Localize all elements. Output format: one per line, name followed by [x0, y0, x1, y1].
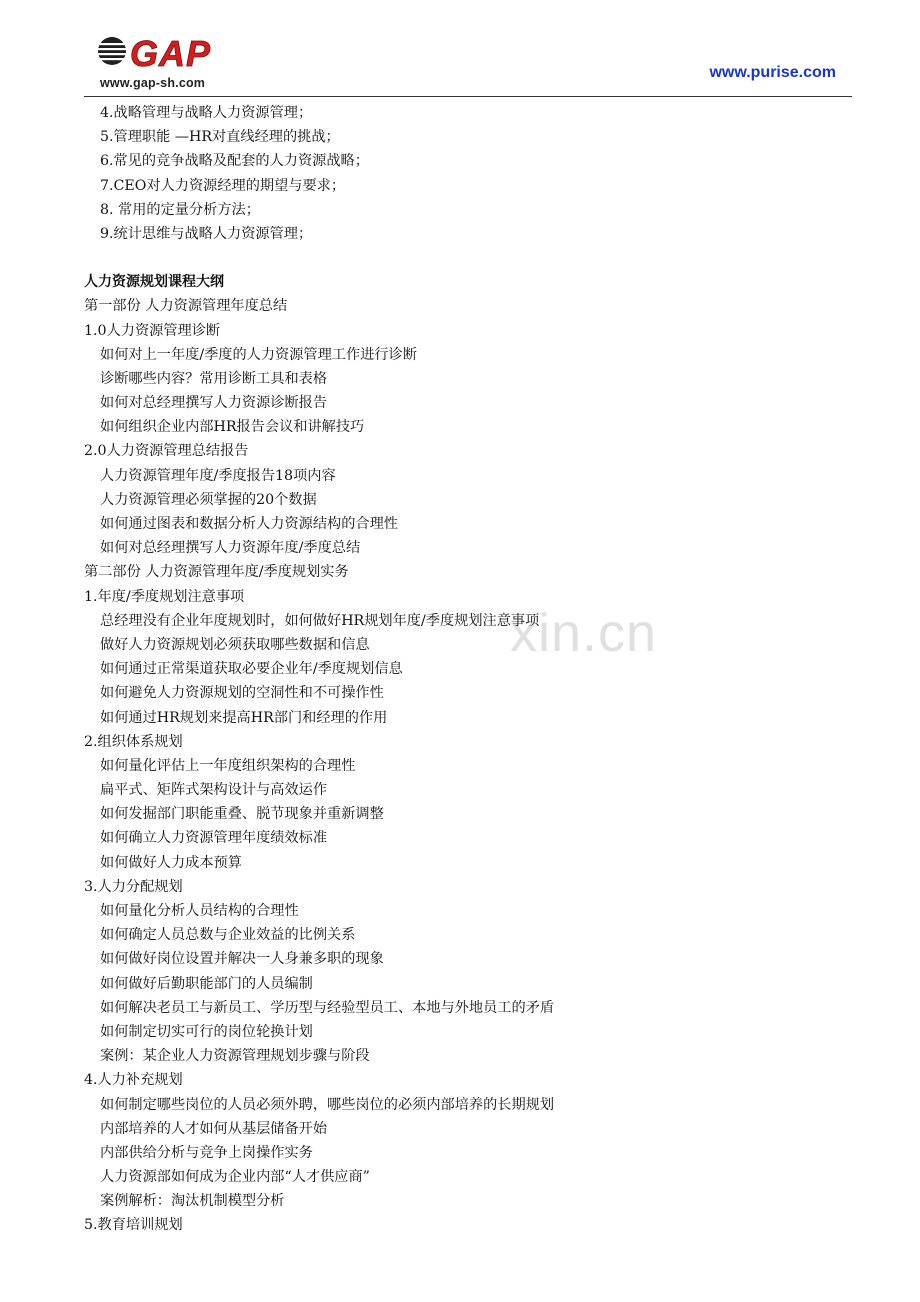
- outline-subitem: 如何通过HR规划来提高HR部门和经理的作用: [100, 709, 388, 726]
- logo-wordmark: GAP: [130, 33, 212, 74]
- gap-logo-icon: [88, 28, 248, 74]
- outline-subitem: 如何制定哪些岗位的人员必须外聘，哪些岗位的必须内部培养的长期规划: [100, 1096, 555, 1113]
- intro-item: 9.统计思维与战略人力资源管理；: [100, 225, 313, 242]
- outline-subitem: 内部供给分析与竞争上岗操作实务: [100, 1144, 313, 1161]
- outline-list: [84, 294, 854, 1237]
- outline-subitem: 如何量化分析人员结构的合理性: [100, 903, 299, 919]
- outline-heading: 第二部份 人力资源管理年度/季度规划实务: [84, 564, 349, 581]
- outline-subitem: 做好人力资源规划必须获取哪些数据和信息: [100, 636, 370, 653]
- intro-item: 4.战略管理与战略人力资源管理；: [100, 105, 313, 121]
- outline-subitem: 如何组织企业内部HR报告会议和讲解技巧: [100, 419, 365, 436]
- outline-subitem: 总经理没有企业年度规划时，如何做好HR规划年度/季度规划注意事项: [100, 612, 540, 629]
- intro-item: 7.CEO对人力资源经理的期望与要求；: [100, 177, 346, 194]
- outline-heading: 2.0人力资源管理总结报告: [84, 443, 249, 460]
- outline-title: 人力资源规划课程大纲: [84, 274, 224, 291]
- outline-subitem: 扁平式、矩阵式架构设计与高效运作: [100, 782, 328, 799]
- outline-heading: 3.人力分配规划: [84, 878, 183, 895]
- outline-heading: 5.教育培训规划: [84, 1217, 183, 1234]
- intro-item: 8. 常用的定量分析方法；: [100, 201, 260, 218]
- outline-heading: 第一部份 人力资源管理年度总结: [84, 298, 288, 315]
- outline-subitem: 如何对上一年度/季度的人力资源管理工作进行诊断: [100, 346, 417, 363]
- outline-subitem: 如何做好人力成本预算: [100, 854, 242, 871]
- gap-logo: [88, 28, 248, 100]
- site-url-link[interactable]: www.purise.com: [709, 64, 836, 81]
- watermark: xin.cn: [510, 603, 658, 663]
- outline-subitem: 诊断哪些内容？常用诊断工具和表格: [100, 370, 328, 387]
- outline-heading: 2.组织体系规划: [84, 733, 183, 750]
- outline-subitem: 如何避免人力资源规划的空洞性和不可操作性: [100, 685, 384, 702]
- outline-subitem: 案例：某企业人力资源管理规划步骤与阶段: [100, 1048, 370, 1065]
- page-header: [0, 0, 920, 100]
- outline-subitem: 如何做好后勤职能部门的人员编制: [100, 975, 313, 992]
- intro-list: [84, 101, 854, 246]
- header-divider: [84, 96, 852, 97]
- outline-subitem: 如何确定人员总数与企业效益的比例关系: [100, 927, 356, 944]
- outline-subitem: 如何确立人力资源管理年度绩效标准: [100, 830, 328, 847]
- logo-url: www.gap-sh.com: [100, 76, 206, 90]
- outline-heading: 1.年度/季度规划注意事项: [84, 588, 245, 605]
- intro-item: 5.管理职能 —HR对直线经理的挑战；: [100, 129, 340, 146]
- outline-subitem: 如何发掘部门职能重叠、脱节现象并重新调整: [100, 806, 384, 823]
- outline-subitem: 案例解析：淘汰机制模型分析: [100, 1193, 285, 1210]
- outline-subitem: 内部培养的人才如何从基层储备开始: [100, 1120, 328, 1137]
- outline-subitem: 如何通过图表和数据分析人力资源结构的合理性: [100, 516, 398, 532]
- outline-subitem: 人力资源管理必须掌握的20个数据: [100, 491, 317, 508]
- outline-subitem: 如何做好岗位设置并解决一人身兼多职的现象: [100, 951, 384, 968]
- outline-subitem: 如何量化评估上一年度组织架构的合理性: [100, 757, 356, 774]
- outline-subitem: 人力资源部如何成为企业内部“人才供应商”: [100, 1169, 370, 1186]
- outline-subitem: 如何对总经理撰写人力资源诊断报告: [100, 395, 328, 412]
- intro-item: 6.常见的竞争战略及配套的人力资源战略；: [100, 153, 369, 170]
- outline-heading: 1.0人力资源管理诊断: [84, 322, 221, 339]
- document-body: [84, 101, 854, 1238]
- spacer: [84, 246, 854, 270]
- outline-subitem: 人力资源管理年度/季度报告18项内容: [100, 467, 336, 484]
- outline-subitem: 如何对总经理撰写人力资源年度/季度总结: [100, 540, 361, 557]
- outline-subitem: 如何解决老员工与新员工、学历型与经验型员工、本地与外地员工的矛盾: [100, 999, 555, 1016]
- outline-subitem: 如何通过正常渠道获取必要企业年/季度规划信息: [100, 661, 403, 678]
- outline-subitem: 如何制定切实可行的岗位轮换计划: [100, 1023, 313, 1040]
- outline-heading: 4.人力补充规划: [84, 1072, 183, 1089]
